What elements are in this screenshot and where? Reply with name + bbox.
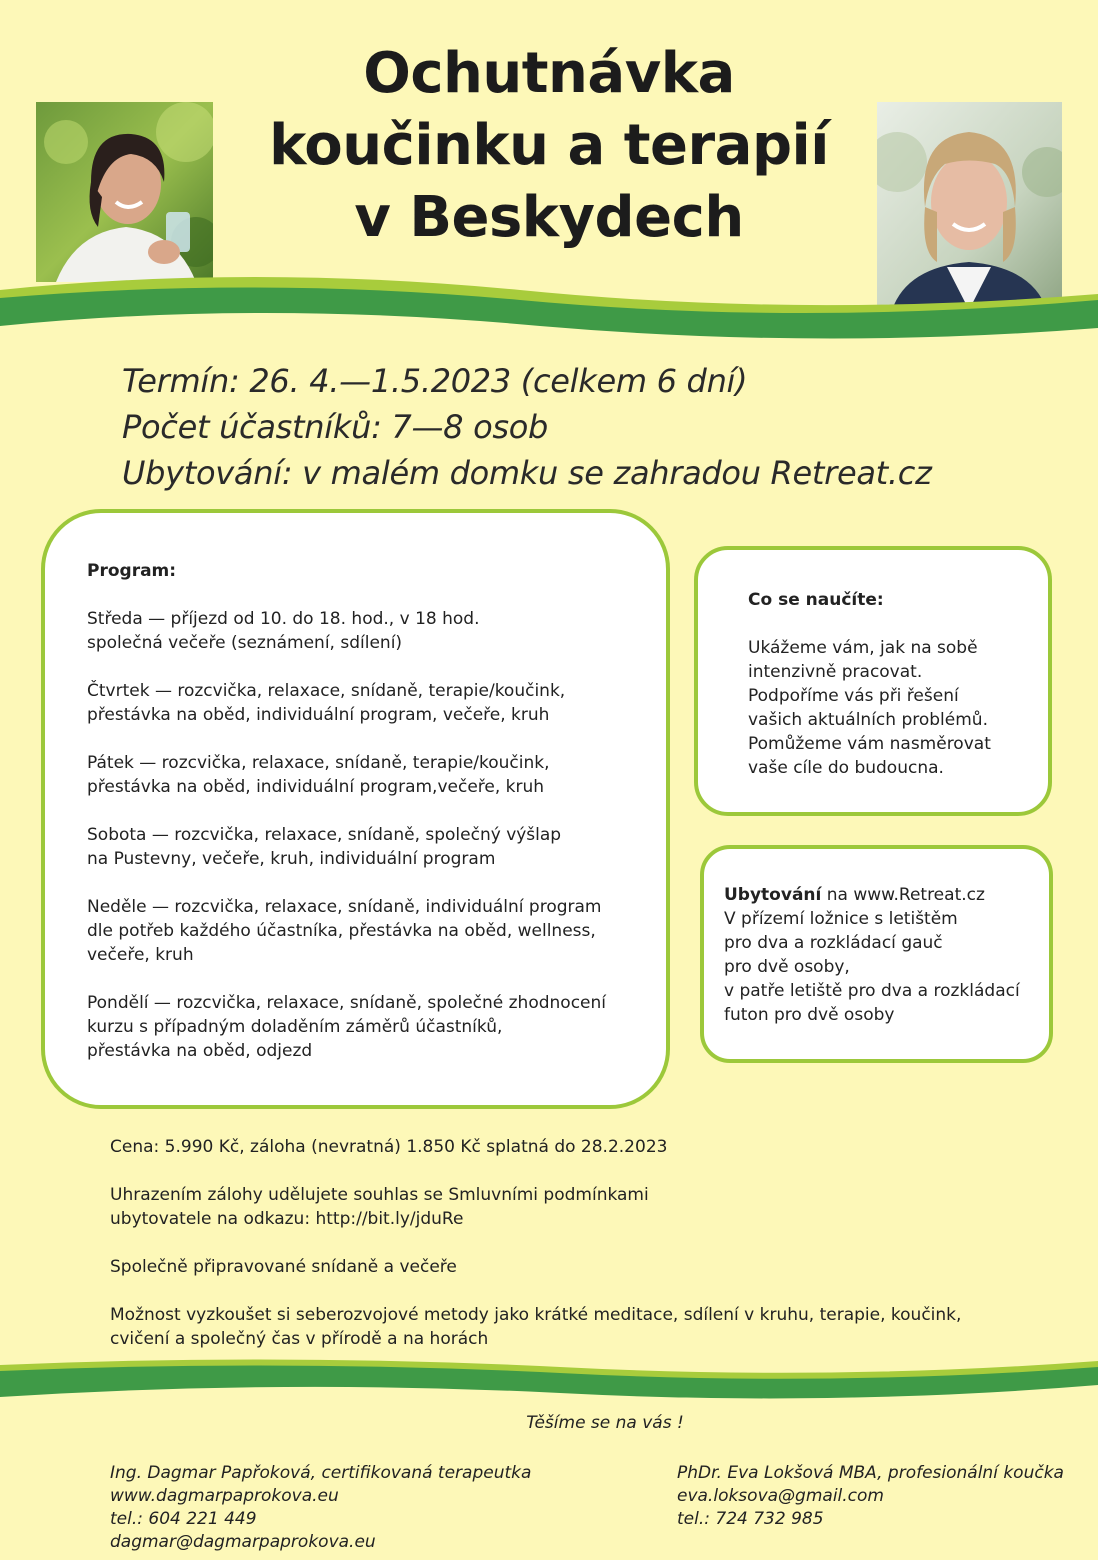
learn-box [694, 546, 1052, 816]
program-day-line: Středa — příjezd od 10. do 18. hod., v 18 hod. [87, 609, 480, 629]
contact-right [677, 1462, 1064, 1531]
learn-heading: Co se naučíte: [748, 590, 884, 610]
program-day-line: společná večeře (seznámení, sdílení) [87, 633, 403, 653]
learn-line: vaše cíle do budoucna. [748, 758, 944, 778]
program-day-line: Sobota — rozcvička, relaxace, snídaně, společný výšlap [87, 825, 562, 845]
detail-consent [110, 1183, 1030, 1231]
learn-line: Pomůžeme vám nasměrovat [748, 734, 991, 754]
accommodation-content [724, 883, 1054, 1027]
program-day-line: dle potřeb každého účastníka, přestávka na oběd, wellness, [87, 921, 596, 941]
accommodation-line: pro dvě osoby, [724, 957, 850, 977]
accommodation-list [724, 907, 1054, 1027]
detail-meals: Společně připravované snídaně a večeře [110, 1257, 457, 1277]
program-day-line: přestávka na oběd, individuální program, večeře, kruh [87, 705, 550, 725]
accommodation-heading: Ubytování [724, 885, 822, 905]
learn-list [748, 636, 1048, 780]
detail-methods [110, 1303, 1030, 1351]
contact-left-email[interactable]: dagmar@dagmarpaprokova.eu [110, 1532, 376, 1552]
contact-right-email[interactable]: eva.loksova@gmail.com [677, 1486, 884, 1506]
program-day [87, 679, 657, 727]
program-day-line: Pondělí — rozcvička, relaxace, snídaně, společné zhodnocení [87, 993, 607, 1013]
event-info [122, 358, 932, 496]
thanks-text: Těšíme se na vás ! [526, 1413, 684, 1433]
learn-line: vašich aktuálních problémů. [748, 710, 988, 730]
detail-consent-line-1: Uhrazením zálohy udělujete souhlas se Smluvními podmínkami [110, 1185, 649, 1205]
program-day-line: Čtvrtek — rozcvička, relaxace, snídaně, terapie/koučink, [87, 681, 566, 701]
learn-content [748, 588, 1048, 780]
details [110, 1135, 1030, 1375]
program-day [87, 607, 657, 655]
accommodation-box [700, 845, 1053, 1063]
contact-left [110, 1462, 531, 1554]
info-termin: Termín: 26. 4.—1.5.2023 (celkem 6 dní) [122, 362, 748, 400]
page-title [0, 38, 1098, 254]
learn-line: Podpoříme vás při řešení [748, 686, 959, 706]
program-day-line: přestávka na oběd, individuální program,večeře, kruh [87, 777, 545, 797]
detail-consent-line-2: ubytovatele na odkazu: http://bit.ly/jduRe [110, 1209, 464, 1229]
program-day-line: Pátek — rozcvička, relaxace, snídaně, terapie/koučink, [87, 753, 550, 773]
info-ubytovani: Ubytování: v malém domku se zahradou Retreat.cz [122, 454, 932, 492]
title-line-3: v Beskydech [354, 185, 744, 250]
contact-right-name: PhDr. Eva Lokšová MBA, profesionální koučka [677, 1463, 1064, 1483]
program-day-line: Neděle — rozcvička, relaxace, snídaně, individuální program [87, 897, 602, 917]
program-day-line: na Pustevny, večeře, kruh, individuální program [87, 849, 496, 869]
accommodation-line: v patře letiště pro dva a rozkládací [724, 981, 1020, 1001]
contact-left-web[interactable]: www.dagmarpaprokova.eu [110, 1486, 339, 1506]
detail-methods-line-2: cvičení a společný čas v přírodě a na horách [110, 1329, 489, 1349]
title-line-2: koučinku a terapií [269, 113, 829, 178]
program-content [87, 559, 657, 1087]
top-wave [0, 268, 1098, 343]
program-heading: Program: [87, 561, 177, 581]
learn-line: intenzivně pracovat. [748, 662, 923, 682]
program-day-line: kurzu s případným doladěním záměrů účastníků, [87, 1017, 503, 1037]
info-pocet: Počet účastníků: 7—8 osob [122, 408, 549, 446]
accommodation-line: V přízemí ložnice s letištěm [724, 909, 958, 929]
accommodation-line: futon pro dvě osoby [724, 1005, 895, 1025]
learn-line: Ukážeme vám, jak na sobě [748, 638, 978, 658]
contact-left-tel: tel.: 604 221 449 [110, 1509, 257, 1529]
program-day-line: přestávka na oběd, odjezd [87, 1041, 313, 1061]
accommodation-heading-rest: na www.Retreat.cz [821, 885, 985, 905]
program-day [87, 751, 657, 799]
detail-methods-line-1: Možnost vyzkoušet si seberozvojové metody jako krátké meditace, sdílení v kruhu, terapie, koučink, [110, 1305, 962, 1325]
accommodation-line: pro dva a rozkládací gauč [724, 933, 943, 953]
bottom-wave [0, 1355, 1098, 1415]
program-box [41, 509, 670, 1109]
program-day-line: večeře, kruh [87, 945, 194, 965]
program-day [87, 991, 657, 1063]
program-day [87, 823, 657, 871]
program-day [87, 895, 657, 967]
title-line-1: Ochutnávka [363, 41, 735, 106]
program-list [87, 607, 657, 1063]
contact-left-name: Ing. Dagmar Papřoková, certifikovaná terapeutka [110, 1463, 532, 1483]
detail-price: Cena: 5.990 Kč, záloha (nevratná) 1.850 Kč splatná do 28.2.2023 [110, 1137, 668, 1157]
contact-right-tel: tel.: 724 732 985 [677, 1509, 824, 1529]
